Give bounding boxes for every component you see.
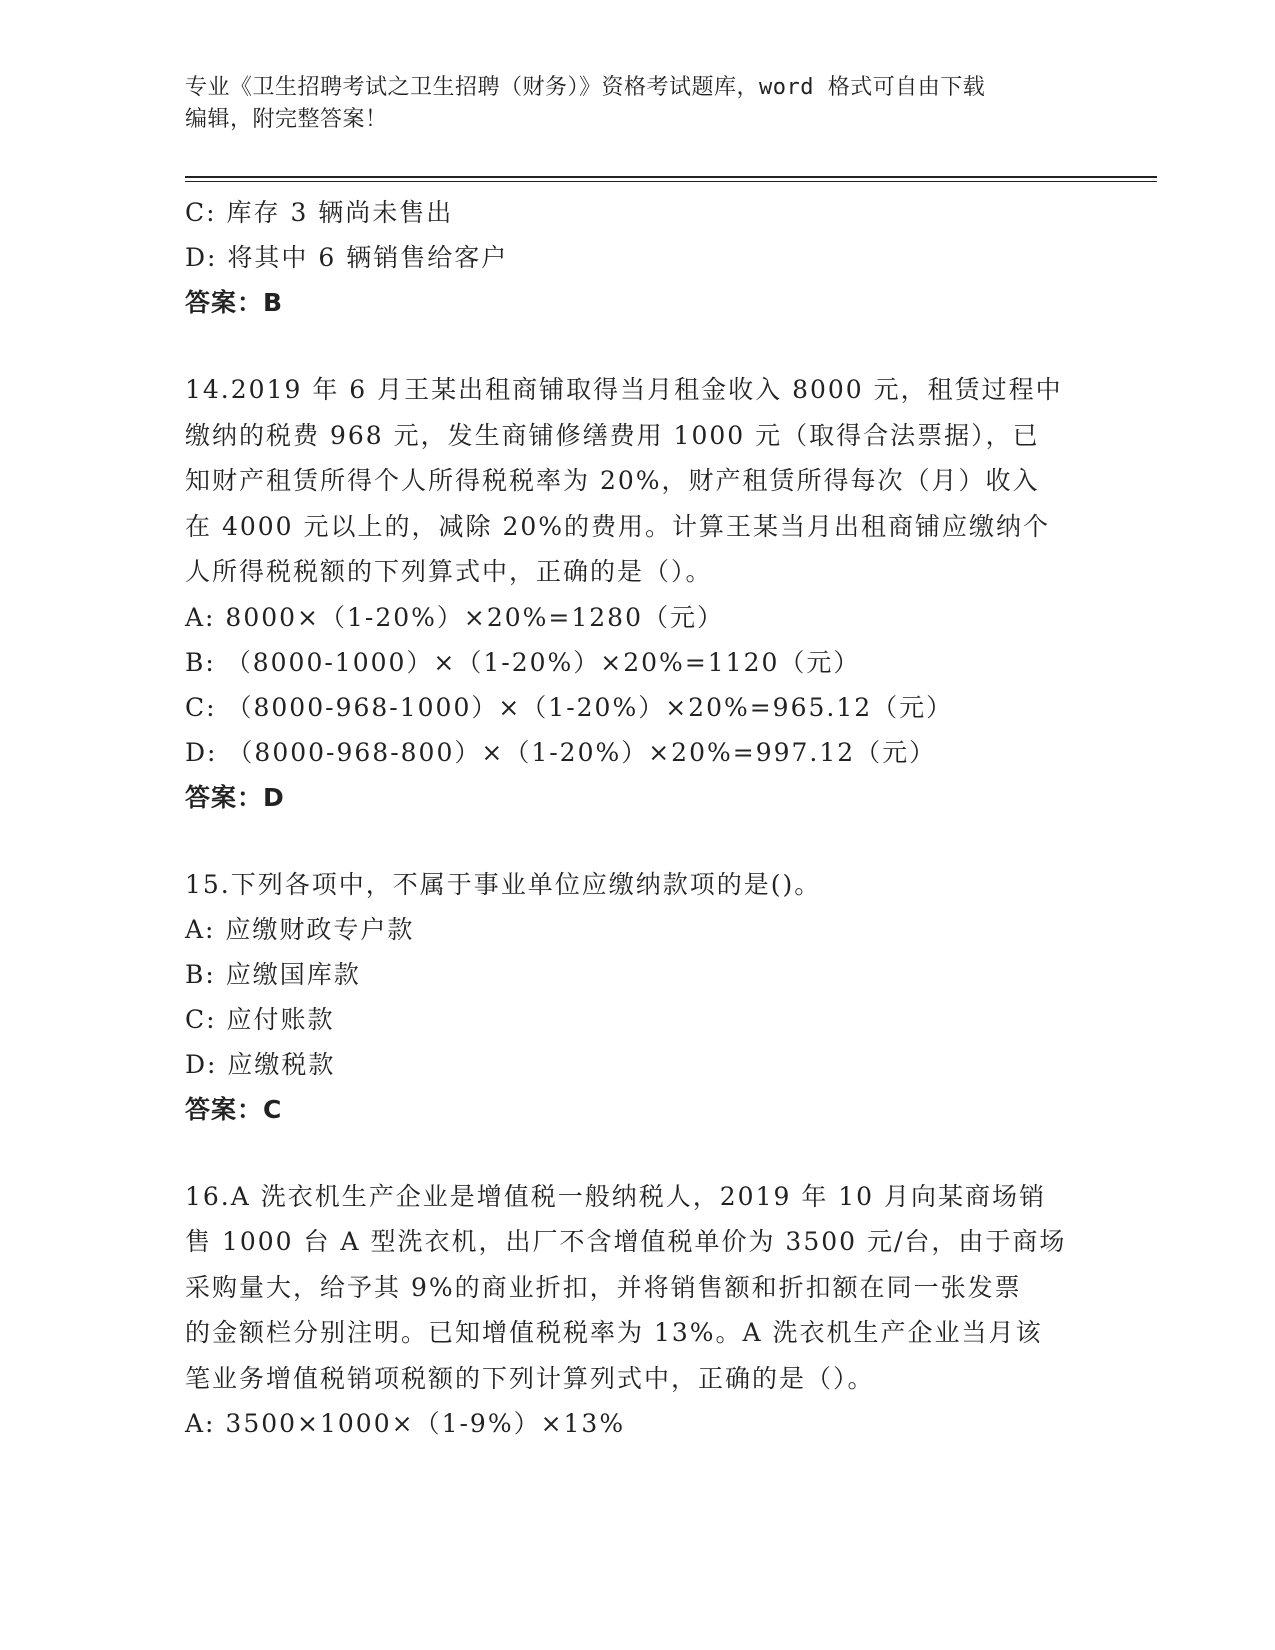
option-c: C: （8000-968-1000）×（1-20%）×20%=965.12（元） — [185, 692, 954, 722]
option-b: B: （8000-1000）×（1-20%）×20%=1120（元） — [185, 647, 861, 677]
option-b: B: 应缴国库款 — [185, 959, 361, 989]
spacer — [185, 820, 1085, 862]
question-stem-line: 人所得税税额的下列算式中，正确的是（）。 — [185, 557, 713, 586]
spacer — [185, 1132, 1085, 1174]
answer-label: 答案：C — [185, 1094, 283, 1124]
question-15 — [185, 862, 1085, 1132]
question-14 — [185, 367, 1085, 820]
answer-label: 答案：D — [185, 782, 285, 812]
question-content — [185, 190, 1085, 1446]
question-stem-line: 笔业务增值税销项税额的下列计算列式中，正确的是（）。 — [185, 1363, 875, 1393]
question-stem-line: 采购量大，给予其 9%的商业折扣，并将销售额和折扣额在同一张发票 — [185, 1272, 1022, 1302]
question-13-tail — [185, 190, 1085, 325]
option-c: C: 应付账款 — [185, 1004, 335, 1034]
header-divider-thick — [185, 176, 1157, 178]
question-stem-line: 的金额栏分别注明。已知增值税税率为 13%。A 洗衣机生产企业当月该 — [185, 1318, 1043, 1347]
header-divider-thin — [185, 181, 1157, 182]
header-line-2: 编辑，附完整答案！ — [185, 107, 388, 132]
option-a: A: 应缴财政专户款 — [185, 914, 415, 944]
header-line-1: 专业《卫生招聘考试之卫生招聘（财务）》资格考试题库，word 格式可自由下载 — [185, 75, 986, 100]
question-stem-line: 16.A 洗衣机生产企业是增值税一般纳税人，2019 年 10 月向某商场销 — [185, 1181, 1047, 1211]
question-stem-line: 在 4000 元以上的，减除 20%的费用。计算王某当月出租商铺应缴纳个 — [185, 511, 1051, 541]
question-stem: 15.下列各项中，不属于事业单位应缴纳款项的是()。 — [185, 869, 822, 899]
option-a: A: 3500×1000×（1-9%）×13% — [185, 1409, 626, 1438]
question-stem-line: 知财产租赁所得个人所得税税率为 20%，财产租赁所得每次（月）收入 — [185, 466, 1040, 495]
spacer — [185, 325, 1085, 367]
question-stem-line: 14.2019 年 6 月王某出租商铺取得当月租金收入 8000 元，租赁过程中 — [185, 375, 1063, 404]
question-16 — [185, 1174, 1085, 1447]
option-a: A: 8000×（1-20%）×20%=1280（元） — [185, 602, 724, 632]
question-stem-line: 缴纳的税费 968 元，发生商铺修缮费用 1000 元（取得合法票据），已 — [185, 420, 1040, 450]
option-c: C: 库存 3 辆尚未售出 — [185, 198, 454, 227]
question-stem-line: 售 1000 台 A 型洗衣机，出厂不含增值税单价为 3500 元/台，由于商场 — [185, 1227, 1067, 1256]
option-d: D: 应缴税款 — [185, 1049, 336, 1079]
document-header — [185, 72, 1065, 136]
answer-label: 答案：B — [185, 288, 284, 317]
option-d: D: （8000-968-800）×（1-20%）×20%=997.12（元） — [185, 737, 937, 767]
option-d: D: 将其中 6 辆销售给客户 — [185, 243, 509, 272]
